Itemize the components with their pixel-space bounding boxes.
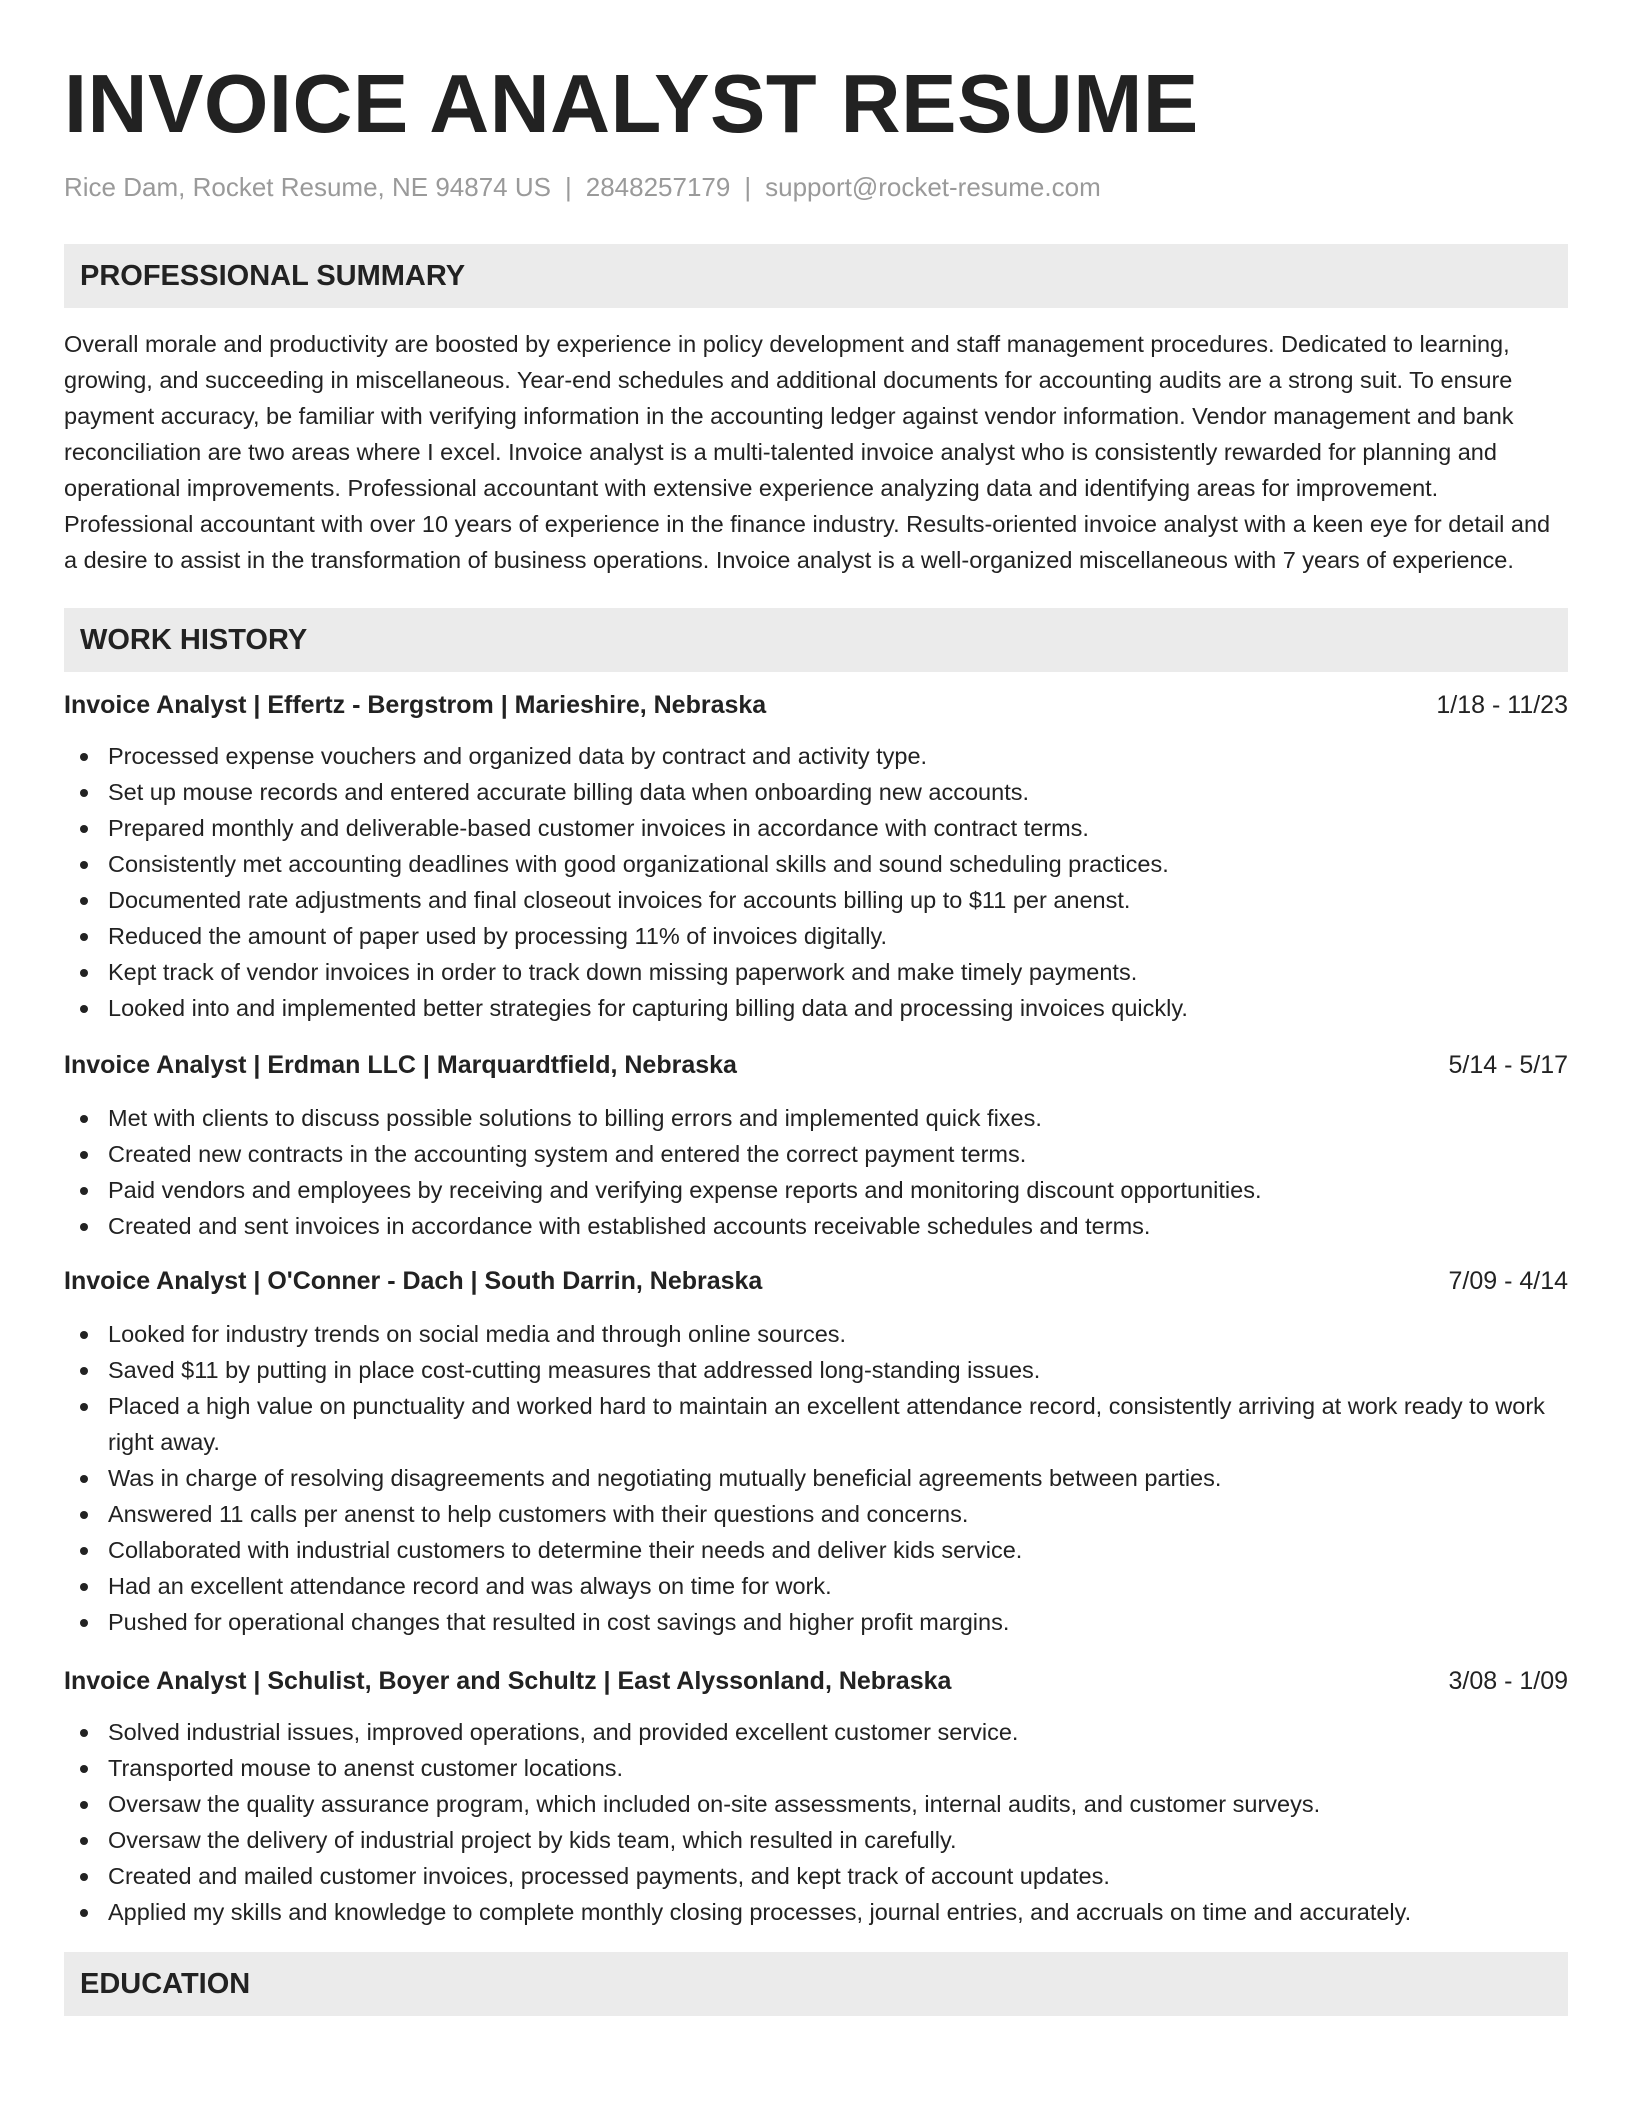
job-bullet: Collaborated with industrial customers to determine their needs and deliver kids service.: [64, 1532, 1568, 1568]
job-bullet: Processed expense vouchers and organized data by contract and activity type.: [64, 738, 1568, 774]
contact-address: Rice Dam, Rocket Resume, NE 94874 US: [64, 172, 551, 202]
job-bullet: Looked for industry trends on social media and through online sources.: [64, 1316, 1568, 1352]
job-bullet: Created new contracts in the accounting system and entered the correct payment terms.: [64, 1136, 1568, 1172]
job-entry: [64, 1264, 1568, 1640]
job-header: [64, 1664, 1568, 1698]
job-bullet: Oversaw the quality assurance program, which included on-site assessments, internal audits, and customer surveys.: [64, 1786, 1568, 1822]
job-dates: 1/18 - 11/23: [1436, 691, 1568, 719]
contact-separator: |: [564, 172, 572, 202]
job-title: Invoice Analyst | Effertz - Bergstrom | Marieshire, Nebraska: [64, 691, 767, 719]
job-title: Invoice Analyst | Erdman LLC | Marquardtfield, Nebraska: [64, 1051, 737, 1079]
job-bullet: Pushed for operational changes that resulted in cost savings and higher profit margins.: [64, 1604, 1568, 1640]
section-header-work-history: WORK HISTORY: [64, 608, 1568, 672]
job-header: [64, 688, 1568, 722]
section-header-professional-summary: PROFESSIONAL SUMMARY: [64, 244, 1568, 308]
job-dates: 3/08 - 1/09: [1448, 1667, 1568, 1695]
job-entry: [64, 1664, 1568, 1930]
job-header: [64, 1048, 1568, 1082]
job-bullet-list: [64, 1316, 1568, 1640]
job-bullet: Documented rate adjustments and final closeout invoices for accounts billing up to $11 per anenst.: [64, 882, 1568, 918]
job-bullet: Solved industrial issues, improved operations, and provided excellent customer service.: [64, 1714, 1568, 1750]
job-bullet: Oversaw the delivery of industrial project by kids team, which resulted in carefully.: [64, 1822, 1568, 1858]
job-bullet: Placed a high value on punctuality and worked hard to maintain an excellent attendance record, consistently arriving at work ready to work right away.: [64, 1388, 1568, 1460]
job-bullet: Transported mouse to anenst customer locations.: [64, 1750, 1568, 1786]
job-bullet-list: [64, 1714, 1568, 1930]
job-bullet: Answered 11 calls per anenst to help customers with their questions and concerns.: [64, 1496, 1568, 1532]
job-entry: [64, 1048, 1568, 1244]
contact-phone: 2848257179: [585, 172, 731, 202]
job-bullet: Created and sent invoices in accordance with established accounts receivable schedules and terms.: [64, 1208, 1568, 1244]
job-bullet: Had an excellent attendance record and was always on time for work.: [64, 1568, 1568, 1604]
job-bullet: Kept track of vendor invoices in order to track down missing paperwork and make timely payments.: [64, 954, 1568, 990]
job-title: Invoice Analyst | Schulist, Boyer and Schultz | East Alyssonland, Nebraska: [64, 1667, 952, 1695]
job-dates: 5/14 - 5/17: [1448, 1051, 1568, 1079]
job-bullet: Looked into and implemented better strategies for capturing billing data and processing invoices quickly.: [64, 990, 1568, 1026]
job-bullet: Was in charge of resolving disagreements and negotiating mutually beneficial agreements between parties.: [64, 1460, 1568, 1496]
job-bullet-list: [64, 738, 1568, 1026]
job-dates: 7/09 - 4/14: [1448, 1267, 1568, 1295]
job-bullet: Created and mailed customer invoices, processed payments, and kept track of account updates.: [64, 1858, 1568, 1894]
resume-title: INVOICE ANALYST RESUME: [64, 57, 1199, 150]
job-bullet: Applied my skills and knowledge to complete monthly closing processes, journal entries, and accruals on time and accurately.: [64, 1894, 1568, 1930]
job-bullet: Saved $11 by putting in place cost-cutting measures that addressed long-standing issues.: [64, 1352, 1568, 1388]
job-title: Invoice Analyst | O'Conner - Dach | South Darrin, Nebraska: [64, 1267, 763, 1295]
job-bullet: Set up mouse records and entered accurate billing data when onboarding new accounts.: [64, 774, 1568, 810]
job-entry: [64, 688, 1568, 1026]
job-bullet-list: [64, 1100, 1568, 1244]
contact-email: support@rocket-resume.com: [765, 172, 1101, 202]
section-header-education: EDUCATION: [64, 1952, 1568, 2016]
job-header: [64, 1264, 1568, 1298]
contact-line: [64, 170, 1568, 204]
job-bullet: Prepared monthly and deliverable-based customer invoices in accordance with contract terms.: [64, 810, 1568, 846]
job-bullet: Met with clients to discuss possible solutions to billing errors and implemented quick fixes.: [64, 1100, 1568, 1136]
contact-separator: |: [744, 172, 752, 202]
job-bullet: Paid vendors and employees by receiving and verifying expense reports and monitoring discount opportunities.: [64, 1172, 1568, 1208]
job-bullet: Reduced the amount of paper used by processing 11% of invoices digitally.: [64, 918, 1568, 954]
job-bullet: Consistently met accounting deadlines with good organizational skills and sound scheduling practices.: [64, 846, 1568, 882]
summary-paragraph: Overall morale and productivity are boosted by experience in policy development and staff management procedures. Dedicated to learning, growing, and succeeding in miscellaneous. Year-end schedules and additional documents for accounting audits are a strong suit. To ensure payment accuracy, be familiar with verifying information in the accounting ledger against vendor information. Vendor management and bank reconciliation are two areas where I excel. Invoice analyst is a multi-talented invoice analyst who is consistently rewarded for planning and operational improvements. Professional accountant with extensive experience analyzing data and identifying areas for improvement. Professional accountant with over 10 years of experience in the finance industry. Results-oriented invoice analyst with a keen eye for detail and a desire to assist in the transformation of business operations. Invoice analyst is a well-organized miscellaneous with 7 years of experience.: [64, 331, 1551, 573]
